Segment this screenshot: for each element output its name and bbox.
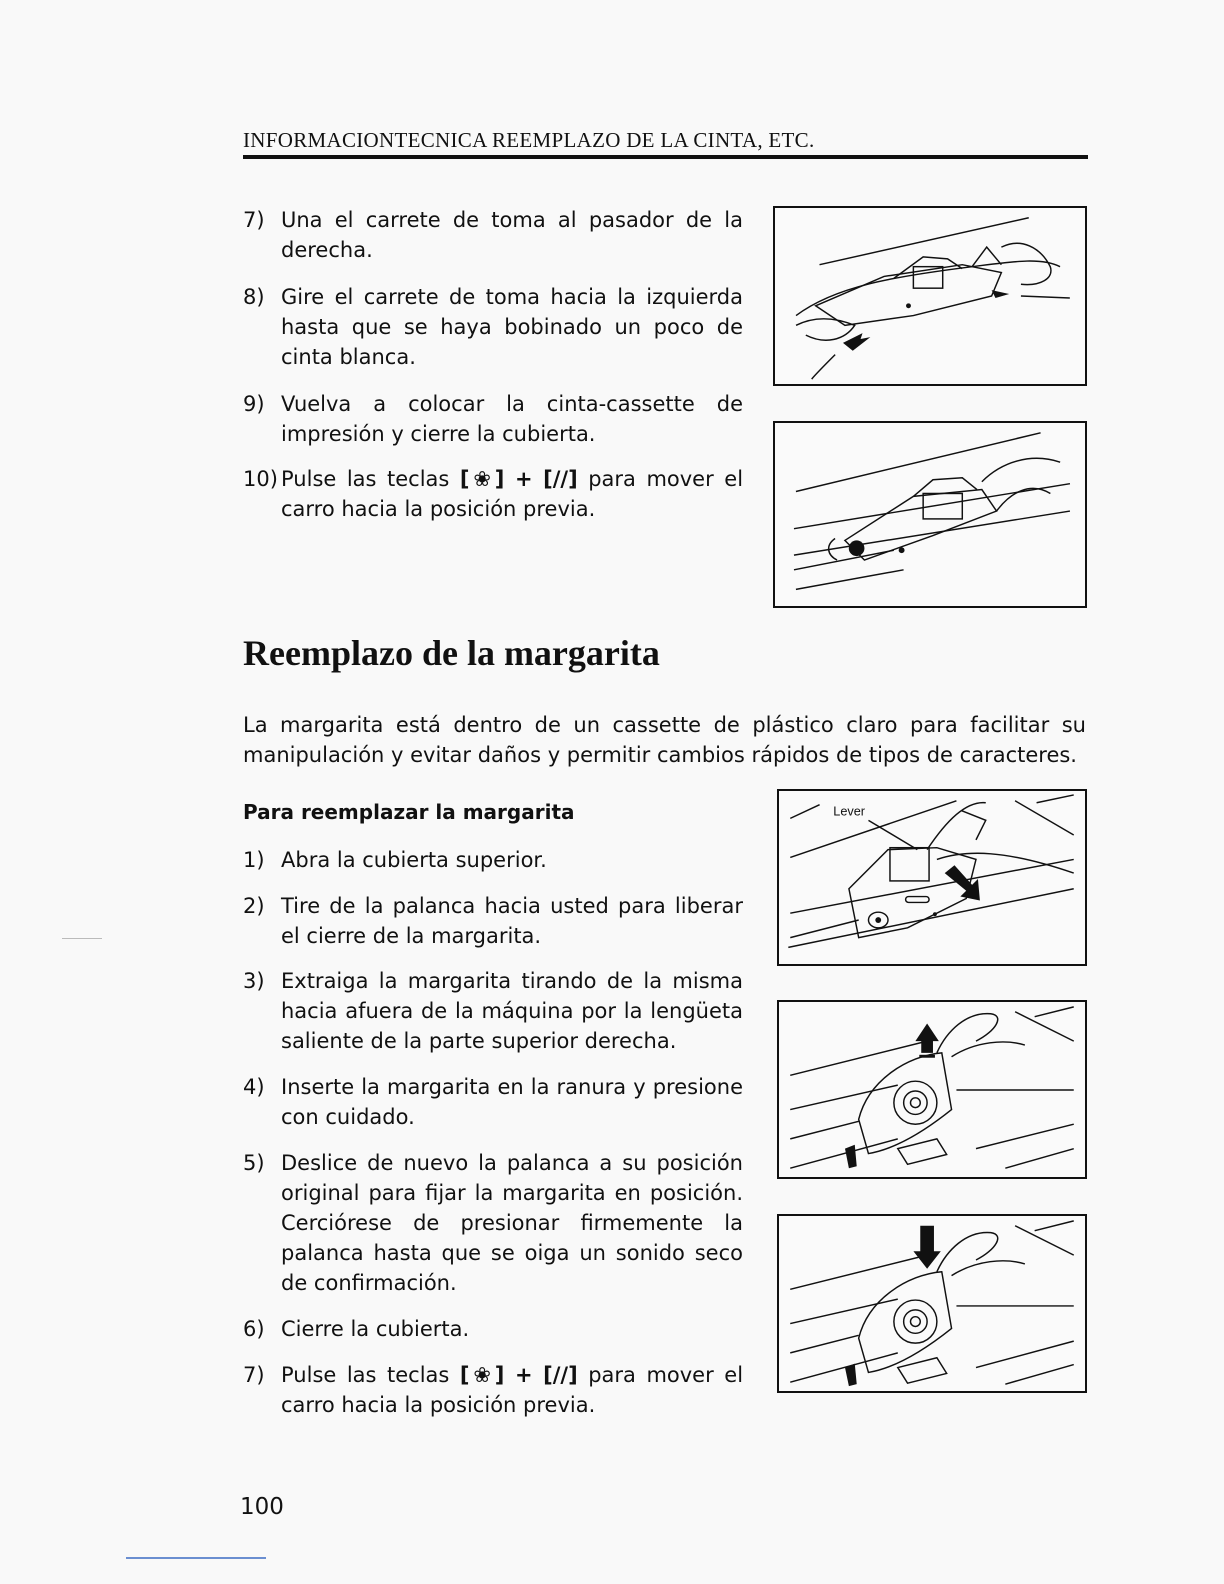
ribbon-step-7 [243, 205, 743, 265]
step-number: 3) [243, 969, 265, 993]
remove-daisy-wheel-illustration [779, 1002, 1085, 1177]
step-number: 7) [243, 208, 265, 232]
step-number: 6) [243, 1317, 265, 1341]
step-number: 7) [243, 1363, 265, 1387]
step-number: 8) [243, 285, 265, 309]
figure-insert-daisy-wheel [777, 1214, 1087, 1393]
slash-key-label: [//] [543, 467, 578, 491]
ribbon-step-8 [243, 282, 743, 372]
running-header: INFORMACIONTECNICA REEMPLAZO DE LA CINTA, ETC. [243, 128, 815, 152]
ribbon-step-9 [243, 389, 743, 449]
section-intro: La margarita está dentro de un cassette de plástico claro para facilitar su manipulación y evitar daños y permitir cambios rápidos de tipos de caracteres. [243, 713, 1086, 767]
scan-edge-line [126, 1557, 266, 1559]
step-text: Vuelva a colocar la cinta-cassette de impresión y cierre la cubierta. [281, 392, 743, 446]
step-text [281, 464, 743, 524]
step-text: Deslice de nuevo la palanca a su posición original para fijar la margarita en posición. Cerciórese de presionar firmemente la palanca hasta que se oiga un sonido seco de confirmación. [281, 1151, 743, 1295]
take-up-spool-illustration [775, 208, 1085, 384]
daisy-step-6 [243, 1314, 743, 1344]
step-number: 2) [243, 894, 265, 918]
step-text: Cierre la cubierta. [281, 1317, 470, 1341]
step-number: 4) [243, 1075, 265, 1099]
daisy-step-4 [243, 1072, 743, 1132]
slash-key-label: [//] [543, 1363, 578, 1387]
daisy-step-3 [243, 966, 743, 1056]
step-text [281, 1360, 743, 1420]
code-key-label: [❀] [459, 1363, 505, 1387]
figure-lever-release [777, 789, 1087, 966]
daisy-step-1 [243, 845, 743, 875]
step-number: 9) [243, 392, 265, 416]
step-text-after: para mover el carro hacia la posición previa. [281, 467, 744, 521]
plus-sign: + [514, 467, 533, 491]
step-text-before: Pulse las teclas [281, 1363, 450, 1387]
figure-reinsert-cassette [773, 421, 1087, 608]
step-text: Abra la cubierta superior. [281, 848, 547, 872]
section-title: Reemplazo de la margarita [243, 633, 660, 673]
step-number: 5) [243, 1151, 265, 1175]
step-number: 1) [243, 848, 265, 872]
daisy-step-7 [243, 1360, 743, 1420]
lever-label: Lever [833, 804, 866, 819]
code-key-label: [❀] [459, 467, 505, 491]
figure-remove-daisy-wheel [777, 1000, 1087, 1179]
insert-daisy-wheel-illustration [779, 1216, 1085, 1391]
procedure-subheading: Para reemplazar la margarita [243, 800, 575, 824]
step-text: Tire de la palanca hacia usted para liberar el cierre de la margarita. [281, 894, 743, 948]
step-text: Extraiga la margarita tirando de la misma hacia afuera de la máquina por la lengüeta saliente de la parte superior derecha. [281, 969, 743, 1053]
figure-take-up-spool [773, 206, 1087, 386]
reinsert-cassette-illustration [775, 423, 1085, 606]
step-text-before: Pulse las teclas [281, 467, 450, 491]
daisy-step-2 [243, 891, 743, 951]
page-number: 100 [240, 1494, 284, 1520]
step-text: Inserte la margarita en la ranura y presione con cuidado. [281, 1075, 743, 1129]
header-rule [243, 155, 1088, 159]
step-number: 10) [243, 467, 278, 491]
daisy-step-5 [243, 1148, 743, 1298]
step-text: Gire el carrete de toma hacia la izquierda hasta que se haya bobinado un poco de cinta blanca. [281, 285, 743, 369]
step-text-after: para mover el carro hacia la posición previa. [281, 1363, 744, 1417]
lever-release-illustration [779, 791, 1085, 964]
plus-sign: + [514, 1363, 533, 1387]
step-text: Una el carrete de toma al pasador de la derecha. [281, 208, 743, 262]
scan-margin-mark [62, 938, 102, 939]
ribbon-step-10 [243, 464, 743, 524]
